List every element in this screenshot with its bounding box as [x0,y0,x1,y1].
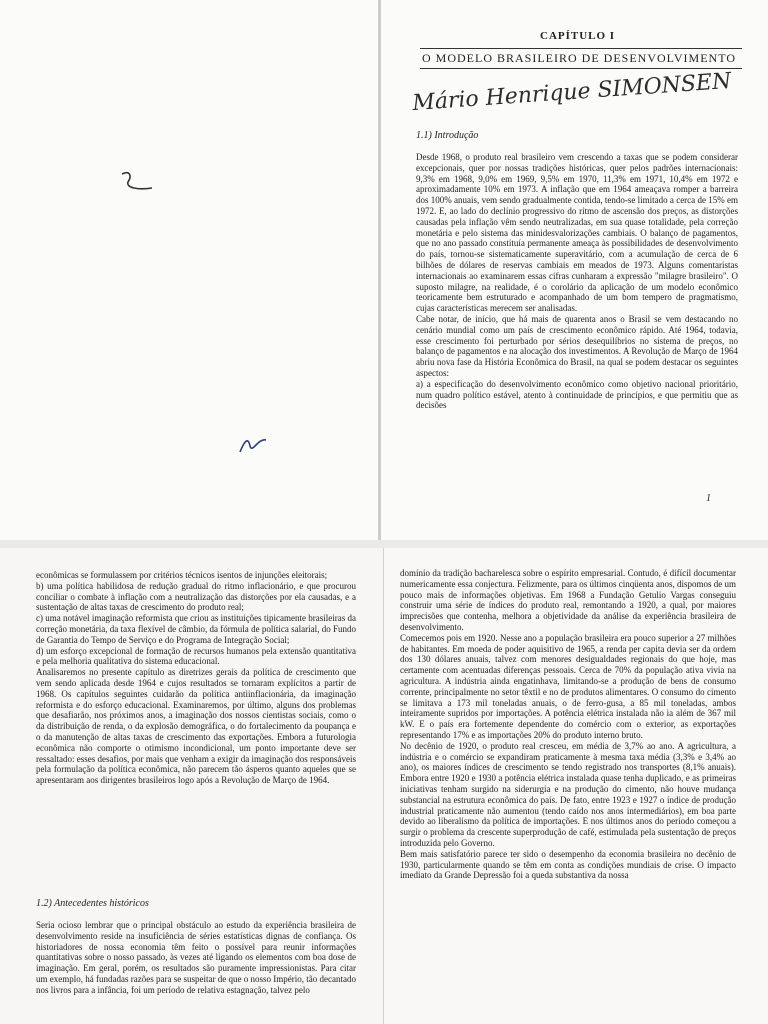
title-rule-top [420,48,742,49]
page-fold [378,0,381,540]
chapter-title: O MODELO BRASILEIRO DE DESENVOLVIMENTO [422,51,736,65]
section-heading-introducao: 1.1) Introdução [416,130,479,141]
bottom-left-page [0,548,384,1024]
pen-mark-1 [118,168,158,194]
bottom-right-body-text: domínio da tradição bacharelesca sobre o espírito empresarial. Contudo, é difícil documentar numericamente essa conjectura. Felizmente, para os últimos cinqüenta anos, dispomos de um pouco mais de informações objetivas. Em 1968 a Fundação Getulio Vargas conseguiu construir uma série de índices do produto real, remontando a 1920, a qual, por maiores imprecisões que contenha, melhora a objetividade da análise da experiência brasileira de desenvolvimento. Comecemos pois em 1920. Nesse ano a população brasileira era pouco superior a 27 milhões de habitantes. Em moeda de poder aquisitivo de 1965, a renda per capita devia ser da ordem dos 130 dólares anuais, talvez com menores desigualdades regionais do que hoje, mas certamente com acentuadas diferenças pessoais. Cerca de 70% da população ativa vivia na agricultura. A indústria ainda engatinhava, limitando-se a produção de bens de consumo corrente, principalmente no setor têxtil e no de produtos alimentares. O consumo do cimento se limitava a 173 mil toneladas anuais, o de ferro-gusa, a 85 mil toneladas, ambos inteiramente supridos por importações. A potência elétrica instalada não ia além de 367 mil kW. E o país era fortemente dependente do comércio com o exterior, as exportações representando 17% e as importações 20% do produto interno bruto. No decênio de 1920, o produto real cresceu, em média de 3,7% ao ano. A agricultura, a indústria e o comércio se expandiram praticamente à mesma taxa média (3,3% e 3,4% ao ano), os maiores índices de crescimento se tendo registrado nos transportes (8,1% anuais). Embora entre 1920 e 1930 a potência elétrica instalada quase tenha duplicado, e as primeiras iniciativas tenham surgido na siderurgia e na produção do cimento, não houve mudança substancial na estrutura econômica do país. De fato, entre 1923 e 1927 o índice de produção industrial praticamente não aumentou (tendo caído nos anos intermediários), em boa parte devido ao liberalismo da política de importações. E nos últimos anos do período começou a surgir o problema da crescente superprodução de café, estimulada pela sustentação de preços introduzida pelo Governo. Bem mais satisfatório parece ter sido o desempenho da economia brasileira no decênio de 1930, particularmente quando se têm em conta as condições mundiais de crise. O impacto imediato da Grande Depressão foi a queda substantiva da nossa [400,568,736,881]
section-heading-antecedentes: 1.2) Antecedentes históricos [36,898,149,909]
chapter-label: CAPÍTULO I [540,30,616,42]
page-gap [0,540,768,548]
bottom-left-body-text: econômicas se formulassem por critérios técnicos isentos de injunções eleitorais; b) uma política habilidosa de redução gradual do ritmo inflacionário, e que procurou conciliar o combate à inflação com a neutralização das distorções por ela causadas, e a sustentação de altas taxas de crescimento do produto real; c) uma notável imaginação reformista que criou as instituições tipicamente brasileiras da correção monetária, da taxa flexível de câmbio, da fórmula de política salarial, do Fundo de Garantia do Tempo de Serviço e do Programa de Integração Social; d) um esforço excepcional de formação de recursos humanos pela extensão quantitativa e pela melhoria qualitativa do sistema educacional. Analisaremos no presente capítulo as diretrizes gerais da política de crescimento que vem sendo aplicada desde 1964 e cujos resultados se tornaram explícitos a partir de 1968. Os capítulos seguintes cuidarão da política antiinflacionária, da imaginação reformista e do esforço educacional. Examinaremos, por último, alguns dos problemas que desafiarão, nos próximos anos, a imaginação dos nossos cientistas sociais, como o da distribuição de renda, o da explosão demográfica, o do fortalecimento da poupança e o da manutenção de altas taxas de crescimento das exportações. Embora a futurologia econômica não comporte o otimismo incondicional, um ponto importante deve ser ressaltado: esses desafios, por mais que venham a exigir da imaginação dos responsáveis pela formulação da política econômica, não parecem tão ásperos quanto aqueles que se apresentaram aos dirigentes brasileiros logo após a Revolução de Março de 1964. [36,570,356,786]
page-number: 1 [706,493,711,504]
title-rule-bottom [420,68,742,69]
pen-mark-2 [236,432,276,458]
top-body-text: Desde 1968, o produto real brasileiro vem crescendo a taxas que se podem considerar excepcionais, quer por nossas tradições históricas, quer pelos padrões internacionais: 9,3% em 1968, 9,0% em 1969, 9,5% em 1970, 11,3% em 1971, 10,4% em 1972 e aproximadamente 10% em 1973. A inflação que em 1964 ameaçava romper a barreira dos 100% anuais, vem sendo gradualmente contida, tendo-se limitado a cerca de 15% em 1972. E, ao lado do declínio progressivo do ritmo de ascensão dos preços, as distorções causadas pela inflação vêm sendo neutralizadas, em sua quase totalidade, pela correção monetária e pelo sistema das minidesvalorizações cambiais. O balanço de pagamentos, que no ano passado constituía permanente ameaça às possibilidades de desenvolvimento do país, tornou-se sistematicamente superavitário, com a acumulação de cerca de 6 bilhões de dólares de reservas cambiais em meados de 1973. Alguns comentaristas internacionais ao examinarem essas cifras cunharam a expressão "milagre brasileiro". O suposto milagre, na realidade, é o corolário da aplicação de um modelo econômico teoricamente bem estruturado e acompanhado de um bom tempero de pragmatismo, cujas características merecem ser analisadas. Cabe notar, de início, que há mais de quarenta anos o Brasil se vem destacando no cenário mundial como um país de crescimento econômico rápido. Até 1964, todavia, esse crescimento foi perturbado por sérios desequilíbrios no sistema de preços, no balanço de pagamentos e na alocação dos investimentos. A Revolução de Março de 1964 abriu nova fase da História Econômica do Brasil, na qual se podem destacar os seguintes aspectos: a) a especificação do desenvolvimento econômico como objetivo nacional prioritário, num quadro político estável, atento à continuidade de princípios, e que permitiu que as decisões [416,152,738,411]
bottom-right-page [384,548,768,1024]
bottom-left-body-text-2: Seria ocioso lembrar que o principal obstáculo ao estudo da experiência brasileira de desenvolvimento reside na insuficiência de séries estatísticas dignas de confiança. Os historiadores de nossa economia têm feito o possível para reunir informações quantitativas sobre o nosso passado, às vezes até ligando os elementos com boa dose de imaginação. Em geral, porém, os resultados são puramente impressionistas. Para citar um exemplo, há fundadas razões para se suspeitar de que o nosso Império, tão decantado nos livros para a infância, foi um período de relativa estagnação, talvez pelo [36,920,356,995]
handwritten-signature: Mário Henrique SIMONSEN [411,68,733,117]
